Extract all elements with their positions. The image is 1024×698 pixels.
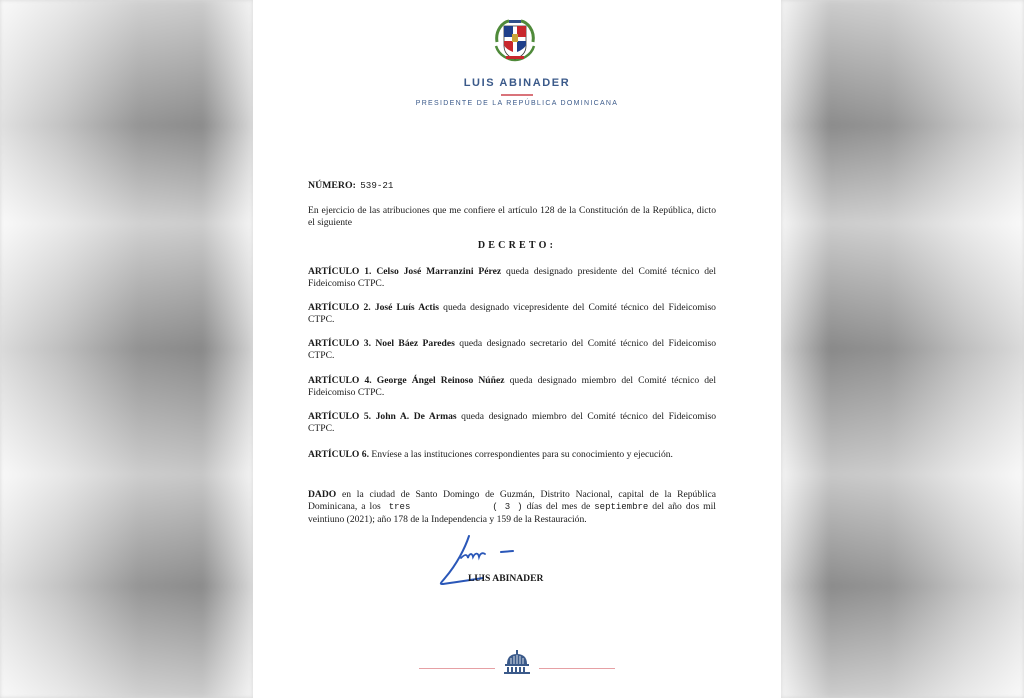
decree-document [253, 0, 781, 698]
intro-paragraph: En ejercicio de las atribuciones que me confiere el artículo 128 de la Constitución de la República, dicto el siguiente [308, 205, 716, 229]
decree-number-value: 539-21 [360, 180, 394, 191]
article-text: queda designado miembro del Comité técnico del Fideicomiso CTPC. [308, 411, 717, 435]
dado-label: DADO [308, 489, 337, 500]
dado-paragraph [308, 489, 716, 526]
blurred-background-right [781, 0, 1024, 698]
blurred-background-left [0, 0, 253, 698]
article-label: ARTÍCULO 6. [308, 449, 369, 460]
article-label: ARTÍCULO 2. [308, 302, 371, 313]
article-label: ARTÍCULO 3. [308, 338, 371, 349]
day-number: ( 3 ) [492, 502, 523, 513]
decree-number-label: NÚMERO: [308, 180, 356, 191]
article-1 [308, 266, 716, 291]
article-4 [308, 375, 716, 400]
decreto-heading: DECRETO: [477, 240, 557, 251]
header-name: LUIS ABINADER [463, 77, 571, 89]
palace-dome-icon [501, 650, 533, 674]
article-appointee: George Ángel Reinoso Núñez [376, 375, 505, 386]
coat-of-arms-icon [491, 16, 539, 64]
article-appointee: John A. De Armas [375, 411, 457, 422]
footer-rule-right [539, 668, 615, 669]
article-label: ARTÍCULO 5. [308, 411, 372, 422]
footer-rule-left [419, 668, 495, 669]
article-text: queda designado presidente del Comité técnico del Fideicomiso CTPC. [308, 266, 716, 290]
day-word: tres [388, 502, 411, 513]
article-2 [308, 302, 716, 327]
article-appointee: Celso José Marranzini Pérez [376, 266, 502, 277]
article-5 [308, 411, 716, 436]
article-label: ARTÍCULO 4. [308, 375, 372, 386]
article-appointee: Noel Báez Paredes [375, 338, 455, 349]
article-3 [308, 338, 716, 363]
month: septiembre [594, 502, 649, 513]
header-rule [501, 94, 533, 96]
article-text: queda designado vicepresidente del Comité técnico del Fideicomiso CTPC. [308, 302, 716, 326]
dado-text: en la ciudad de Santo Domingo de Guzmán, Distrito Nacional, capital de la República Dominicana, a los [308, 489, 717, 513]
article-label: ARTÍCULO 1. [308, 266, 372, 277]
article-appointee: José Luís Actis [374, 302, 440, 313]
dado-text: del año dos mil veintiuno (2021); año 178 de la Independencia y 159 de la Restauración. [308, 501, 716, 525]
article-text: queda designado secretario del Comité técnico del Fideicomiso CTPC. [308, 338, 716, 362]
signatory-name: LUIS ABINADER [468, 573, 544, 584]
article-text: Envíese a las instituciones correspondientes para su conocimiento y ejecución. [371, 449, 673, 460]
dado-text: días del mes de [526, 501, 591, 513]
article-6 [308, 449, 716, 461]
header-title: PRESIDENTE DE LA REPÚBLICA DOMINICANA [415, 100, 619, 107]
article-text: queda designado miembro del Comité técnico del Fideicomiso CTPC. [308, 375, 716, 399]
decree-number [308, 180, 716, 192]
